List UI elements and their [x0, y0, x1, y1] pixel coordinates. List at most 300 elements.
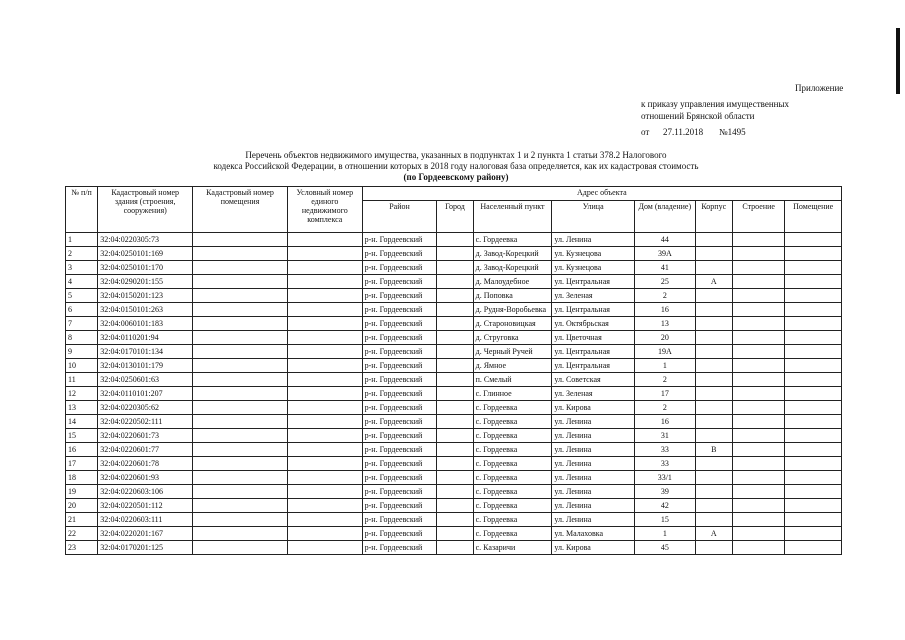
korpus-cell	[695, 345, 732, 359]
house-cell: 13	[635, 317, 696, 331]
district-cell: р-н. Гордеевский	[362, 359, 437, 373]
korpus-cell	[695, 499, 732, 513]
korpus-cell	[695, 485, 732, 499]
street-cell: ул. Кузнецова	[552, 261, 635, 275]
premises-cadastral-cell	[193, 247, 288, 261]
street-cell: ул. Ленина	[552, 233, 635, 247]
stroenie-cell	[732, 275, 784, 289]
city-cell	[437, 289, 473, 303]
district-cell: р-н. Гордеевский	[362, 527, 437, 541]
row-number: 7	[66, 317, 98, 331]
city-cell	[437, 471, 473, 485]
locality-cell: с. Гордеевка	[473, 499, 552, 513]
table-row	[66, 415, 842, 429]
house-cell: 1	[635, 359, 696, 373]
building-cadastral-cell: 32:04:0220501:112	[98, 499, 193, 513]
building-cadastral-cell: 32:04:0250101:169	[98, 247, 193, 261]
table-row	[66, 513, 842, 527]
order-date: 27.11.2018	[663, 127, 704, 137]
city-cell	[437, 275, 473, 289]
locality-cell: с. Казаричи	[473, 541, 552, 555]
city-cell	[437, 541, 473, 555]
stroenie-cell	[732, 261, 784, 275]
locality-cell: д. Поповка	[473, 289, 552, 303]
city-cell	[437, 303, 473, 317]
header-address: Адрес объекта	[362, 187, 841, 201]
pomeshchenie-cell	[785, 275, 842, 289]
premises-cadastral-cell	[193, 541, 288, 555]
complex-number-cell	[287, 471, 362, 485]
header-complex-number: Условный номер единого недвижимого комплекса	[287, 187, 362, 233]
city-cell	[437, 345, 473, 359]
complex-number-cell	[287, 401, 362, 415]
house-cell: 16	[635, 415, 696, 429]
row-number: 16	[66, 443, 98, 457]
building-cadastral-cell: 32:04:0220601:78	[98, 457, 193, 471]
building-cadastral-cell: 32:04:0220603:111	[98, 513, 193, 527]
complex-number-cell	[287, 457, 362, 471]
premises-cadastral-cell	[193, 233, 288, 247]
title-line-1: Перечень объектов недвижимого имущества, указанных в подпунктах 1 и 2 пункта 1 статьи 378.2 Налогового	[245, 150, 667, 160]
house-cell: 1	[635, 527, 696, 541]
building-cadastral-cell: 32:04:0220603:106	[98, 485, 193, 499]
district-cell: р-н. Гордеевский	[362, 499, 437, 513]
premises-cadastral-cell	[193, 499, 288, 513]
stroenie-cell	[732, 359, 784, 373]
korpus-cell	[695, 457, 732, 471]
pomeshchenie-cell	[785, 401, 842, 415]
stroenie-cell	[732, 415, 784, 429]
building-cadastral-cell: 32:04:0220305:62	[98, 401, 193, 415]
row-number: 5	[66, 289, 98, 303]
complex-number-cell	[287, 513, 362, 527]
table-row	[66, 443, 842, 457]
street-cell: ул. Зеленая	[552, 289, 635, 303]
building-cadastral-cell: 32:04:0170101:134	[98, 345, 193, 359]
building-cadastral-cell: 32:04:0150101:263	[98, 303, 193, 317]
building-cadastral-cell: 32:04:0130101:179	[98, 359, 193, 373]
row-number: 13	[66, 401, 98, 415]
row-number: 22	[66, 527, 98, 541]
complex-number-cell	[287, 499, 362, 513]
building-cadastral-cell: 32:04:0220601:73	[98, 429, 193, 443]
locality-cell: д. Староновицкая	[473, 317, 552, 331]
page-edge-mark	[896, 28, 900, 94]
stroenie-cell	[732, 513, 784, 527]
premises-cadastral-cell	[193, 401, 288, 415]
stroenie-cell	[732, 527, 784, 541]
header-locality: Населенный пункт	[473, 201, 552, 233]
city-cell	[437, 317, 473, 331]
district-cell: р-н. Гордеевский	[362, 247, 437, 261]
complex-number-cell	[287, 261, 362, 275]
row-number: 21	[66, 513, 98, 527]
table-row	[66, 261, 842, 275]
header-pomeshchenie: Помещение	[785, 201, 842, 233]
order-number: №1495	[719, 127, 746, 137]
premises-cadastral-cell	[193, 373, 288, 387]
street-cell: ул. Ленина	[552, 429, 635, 443]
street-cell: ул. Зеленая	[552, 387, 635, 401]
table-row	[66, 471, 842, 485]
street-cell: ул. Ленина	[552, 443, 635, 457]
locality-cell: д. Рудня-Воробьевка	[473, 303, 552, 317]
table-row	[66, 247, 842, 261]
street-cell: ул. Центральная	[552, 345, 635, 359]
stroenie-cell	[732, 471, 784, 485]
row-number: 23	[66, 541, 98, 555]
city-cell	[437, 373, 473, 387]
stroenie-cell	[732, 499, 784, 513]
district-cell: р-н. Гордеевский	[362, 317, 437, 331]
table-row	[66, 429, 842, 443]
order-date-line	[641, 126, 746, 139]
pomeshchenie-cell	[785, 317, 842, 331]
locality-cell: д. Завод-Корецкий	[473, 261, 552, 275]
building-cadastral-cell: 32:04:0170201:125	[98, 541, 193, 555]
stroenie-cell	[732, 541, 784, 555]
table-row	[66, 457, 842, 471]
row-number: 14	[66, 415, 98, 429]
house-cell: 20	[635, 331, 696, 345]
building-cadastral-cell: 32:04:0220601:77	[98, 443, 193, 457]
korpus-cell	[695, 261, 732, 275]
pomeshchenie-cell	[785, 247, 842, 261]
complex-number-cell	[287, 415, 362, 429]
house-cell: 33/1	[635, 471, 696, 485]
building-cadastral-cell: 32:04:0150201:123	[98, 289, 193, 303]
city-cell	[437, 387, 473, 401]
table-row	[66, 541, 842, 555]
premises-cadastral-cell	[193, 331, 288, 345]
house-cell: 31	[635, 429, 696, 443]
korpus-cell	[695, 331, 732, 345]
locality-cell: с. Гордеевка	[473, 429, 552, 443]
order-line-2: отношений Брянской области	[641, 111, 755, 121]
korpus-cell	[695, 401, 732, 415]
korpus-cell	[695, 289, 732, 303]
premises-cadastral-cell	[193, 359, 288, 373]
complex-number-cell	[287, 387, 362, 401]
row-number: 18	[66, 471, 98, 485]
district-cell: р-н. Гордеевский	[362, 415, 437, 429]
complex-number-cell	[287, 317, 362, 331]
stroenie-cell	[732, 443, 784, 457]
pomeshchenie-cell	[785, 387, 842, 401]
table-row	[66, 485, 842, 499]
house-cell: 41	[635, 261, 696, 275]
house-cell: 17	[635, 387, 696, 401]
premises-cadastral-cell	[193, 513, 288, 527]
house-cell: 42	[635, 499, 696, 513]
house-cell: 16	[635, 303, 696, 317]
street-cell: ул. Кирова	[552, 401, 635, 415]
building-cadastral-cell: 32:04:0220305:73	[98, 233, 193, 247]
complex-number-cell	[287, 289, 362, 303]
locality-cell: д. Завод-Корецкий	[473, 247, 552, 261]
pomeshchenie-cell	[785, 303, 842, 317]
row-number: 11	[66, 373, 98, 387]
table-row	[66, 499, 842, 513]
table-row	[66, 275, 842, 289]
locality-cell: с. Гордеевка	[473, 527, 552, 541]
house-cell: 25	[635, 275, 696, 289]
korpus-cell	[695, 247, 732, 261]
locality-cell: с. Глинное	[473, 387, 552, 401]
district-cell: р-н. Гордеевский	[362, 443, 437, 457]
row-number: 15	[66, 429, 98, 443]
city-cell	[437, 513, 473, 527]
row-number: 2	[66, 247, 98, 261]
house-cell: 15	[635, 513, 696, 527]
building-cadastral-cell: 32:04:0220502:111	[98, 415, 193, 429]
stroenie-cell	[732, 373, 784, 387]
building-cadastral-cell: 32:04:0060101:183	[98, 317, 193, 331]
district-cell: р-н. Гордеевский	[362, 485, 437, 499]
locality-cell: с. Гордеевка	[473, 401, 552, 415]
city-cell	[437, 499, 473, 513]
header-korpus: Корпус	[695, 201, 732, 233]
city-cell	[437, 359, 473, 373]
district-cell: р-н. Гордеевский	[362, 275, 437, 289]
premises-cadastral-cell	[193, 457, 288, 471]
house-cell: 2	[635, 401, 696, 415]
street-cell: ул. Ленина	[552, 457, 635, 471]
district-cell: р-н. Гордеевский	[362, 331, 437, 345]
locality-cell: с. Гордеевка	[473, 443, 552, 457]
house-cell: 39	[635, 485, 696, 499]
complex-number-cell	[287, 359, 362, 373]
pomeshchenie-cell	[785, 429, 842, 443]
appendix-label: Приложение	[795, 83, 844, 93]
pomeshchenie-cell	[785, 345, 842, 359]
pomeshchenie-cell	[785, 359, 842, 373]
stroenie-cell	[732, 345, 784, 359]
building-cadastral-cell: 32:04:0220601:93	[98, 471, 193, 485]
premises-cadastral-cell	[193, 485, 288, 499]
korpus-cell	[695, 233, 732, 247]
korpus-cell	[695, 387, 732, 401]
korpus-cell	[695, 415, 732, 429]
city-cell	[437, 443, 473, 457]
table-row	[66, 373, 842, 387]
street-cell: ул. Ленина	[552, 471, 635, 485]
complex-number-cell	[287, 331, 362, 345]
pomeshchenie-cell	[785, 485, 842, 499]
house-cell: 19А	[635, 345, 696, 359]
row-number: 3	[66, 261, 98, 275]
building-cadastral-cell: 32:04:0110201:94	[98, 331, 193, 345]
house-cell: 39А	[635, 247, 696, 261]
table-row	[66, 317, 842, 331]
date-prefix: от	[641, 127, 650, 137]
complex-number-cell	[287, 275, 362, 289]
document-title	[60, 150, 852, 183]
district-cell: р-н. Гордеевский	[362, 233, 437, 247]
stroenie-cell	[732, 457, 784, 471]
stroenie-cell	[732, 247, 784, 261]
building-cadastral-cell: 32:04:0290201:155	[98, 275, 193, 289]
row-number: 10	[66, 359, 98, 373]
pomeshchenie-cell	[785, 527, 842, 541]
row-number: 4	[66, 275, 98, 289]
premises-cadastral-cell	[193, 387, 288, 401]
table-row	[66, 303, 842, 317]
pomeshchenie-cell	[785, 289, 842, 303]
street-cell: ул. Ленина	[552, 499, 635, 513]
stroenie-cell	[732, 233, 784, 247]
pomeshchenie-cell	[785, 373, 842, 387]
korpus-cell	[695, 429, 732, 443]
table-row	[66, 233, 842, 247]
row-number: 1	[66, 233, 98, 247]
row-number: 17	[66, 457, 98, 471]
stroenie-cell	[732, 485, 784, 499]
premises-cadastral-cell	[193, 317, 288, 331]
district-cell: р-н. Гордеевский	[362, 471, 437, 485]
row-number: 20	[66, 499, 98, 513]
house-cell: 2	[635, 373, 696, 387]
title-line-3: (по Гордеевскому району)	[403, 172, 509, 182]
district-cell: р-н. Гордеевский	[362, 345, 437, 359]
locality-cell: д. Ямное	[473, 359, 552, 373]
stroenie-cell	[732, 303, 784, 317]
complex-number-cell	[287, 443, 362, 457]
pomeshchenie-cell	[785, 261, 842, 275]
stroenie-cell	[732, 429, 784, 443]
street-cell: ул. Ленина	[552, 415, 635, 429]
korpus-cell: А	[695, 527, 732, 541]
street-cell: ул. Советская	[552, 373, 635, 387]
city-cell	[437, 401, 473, 415]
premises-cadastral-cell	[193, 415, 288, 429]
locality-cell: с. Гордеевка	[473, 513, 552, 527]
property-table	[65, 186, 842, 555]
locality-cell: с. Гордеевка	[473, 471, 552, 485]
city-cell	[437, 527, 473, 541]
korpus-cell	[695, 317, 732, 331]
order-line-1: к приказу управления имущественных	[641, 99, 790, 109]
row-number: 12	[66, 387, 98, 401]
city-cell	[437, 415, 473, 429]
city-cell	[437, 457, 473, 471]
street-cell: ул. Цветочная	[552, 331, 635, 345]
pomeshchenie-cell	[785, 233, 842, 247]
pomeshchenie-cell	[785, 471, 842, 485]
district-cell: р-н. Гордеевский	[362, 373, 437, 387]
header-street: Улица	[552, 201, 635, 233]
district-cell: р-н. Гордеевский	[362, 261, 437, 275]
locality-cell: с. Гордеевка	[473, 457, 552, 471]
header-premises-cadastral: Кадастровый номер помещения	[193, 187, 288, 233]
premises-cadastral-cell	[193, 275, 288, 289]
table-row	[66, 331, 842, 345]
header-stroenie: Строение	[732, 201, 784, 233]
korpus-cell: А	[695, 275, 732, 289]
district-cell: р-н. Гордеевский	[362, 429, 437, 443]
pomeshchenie-cell	[785, 331, 842, 345]
header-building-cadastral: Кадастровый номер здания (строения, сооружения)	[98, 187, 193, 233]
pomeshchenie-cell	[785, 513, 842, 527]
complex-number-cell	[287, 233, 362, 247]
pomeshchenie-cell	[785, 499, 842, 513]
stroenie-cell	[732, 387, 784, 401]
complex-number-cell	[287, 247, 362, 261]
complex-number-cell	[287, 429, 362, 443]
house-cell: 45	[635, 541, 696, 555]
korpus-cell	[695, 359, 732, 373]
premises-cadastral-cell	[193, 443, 288, 457]
locality-cell: д. Малоудебное	[473, 275, 552, 289]
building-cadastral-cell: 32:04:0250601:63	[98, 373, 193, 387]
city-cell	[437, 261, 473, 275]
building-cadastral-cell: 32:04:0250101:170	[98, 261, 193, 275]
premises-cadastral-cell	[193, 261, 288, 275]
korpus-cell	[695, 541, 732, 555]
korpus-cell	[695, 471, 732, 485]
locality-cell: с. Гордеевка	[473, 233, 552, 247]
korpus-cell	[695, 513, 732, 527]
table-row	[66, 527, 842, 541]
row-number: 8	[66, 331, 98, 345]
korpus-cell	[695, 373, 732, 387]
table-row	[66, 401, 842, 415]
street-cell: ул. Малаховка	[552, 527, 635, 541]
complex-number-cell	[287, 345, 362, 359]
premises-cadastral-cell	[193, 429, 288, 443]
table-body	[66, 233, 842, 555]
korpus-cell: В	[695, 443, 732, 457]
district-cell: р-н. Гордеевский	[362, 289, 437, 303]
complex-number-cell	[287, 527, 362, 541]
pomeshchenie-cell	[785, 457, 842, 471]
district-cell: р-н. Гордеевский	[362, 513, 437, 527]
building-cadastral-cell: 32:04:0110101:207	[98, 387, 193, 401]
pomeshchenie-cell	[785, 541, 842, 555]
header-district: Район	[362, 201, 437, 233]
stroenie-cell	[732, 401, 784, 415]
stroenie-cell	[732, 331, 784, 345]
complex-number-cell	[287, 541, 362, 555]
complex-number-cell	[287, 373, 362, 387]
complex-number-cell	[287, 485, 362, 499]
city-cell	[437, 233, 473, 247]
korpus-cell	[695, 303, 732, 317]
street-cell: ул. Центральная	[552, 359, 635, 373]
house-cell: 33	[635, 443, 696, 457]
premises-cadastral-cell	[193, 303, 288, 317]
table-row	[66, 289, 842, 303]
street-cell: ул. Октябрьская	[552, 317, 635, 331]
row-number: 6	[66, 303, 98, 317]
title-line-2: кодекса Российской Федерации, в отношении которых в 2018 году налоговая база определяется, как их кадастровая стоимость	[213, 161, 699, 171]
row-number: 9	[66, 345, 98, 359]
city-cell	[437, 429, 473, 443]
locality-cell: д. Черный Ручей	[473, 345, 552, 359]
house-cell: 44	[635, 233, 696, 247]
street-cell: ул. Кузнецова	[552, 247, 635, 261]
district-cell: р-н. Гордеевский	[362, 457, 437, 471]
street-cell: ул. Кирова	[552, 541, 635, 555]
locality-cell: п. Смелый	[473, 373, 552, 387]
district-cell: р-н. Гордеевский	[362, 387, 437, 401]
city-cell	[437, 331, 473, 345]
locality-cell: с. Гордеевка	[473, 485, 552, 499]
header-city: Город	[437, 201, 473, 233]
row-number: 19	[66, 485, 98, 499]
premises-cadastral-cell	[193, 527, 288, 541]
locality-cell: д. Струговка	[473, 331, 552, 345]
